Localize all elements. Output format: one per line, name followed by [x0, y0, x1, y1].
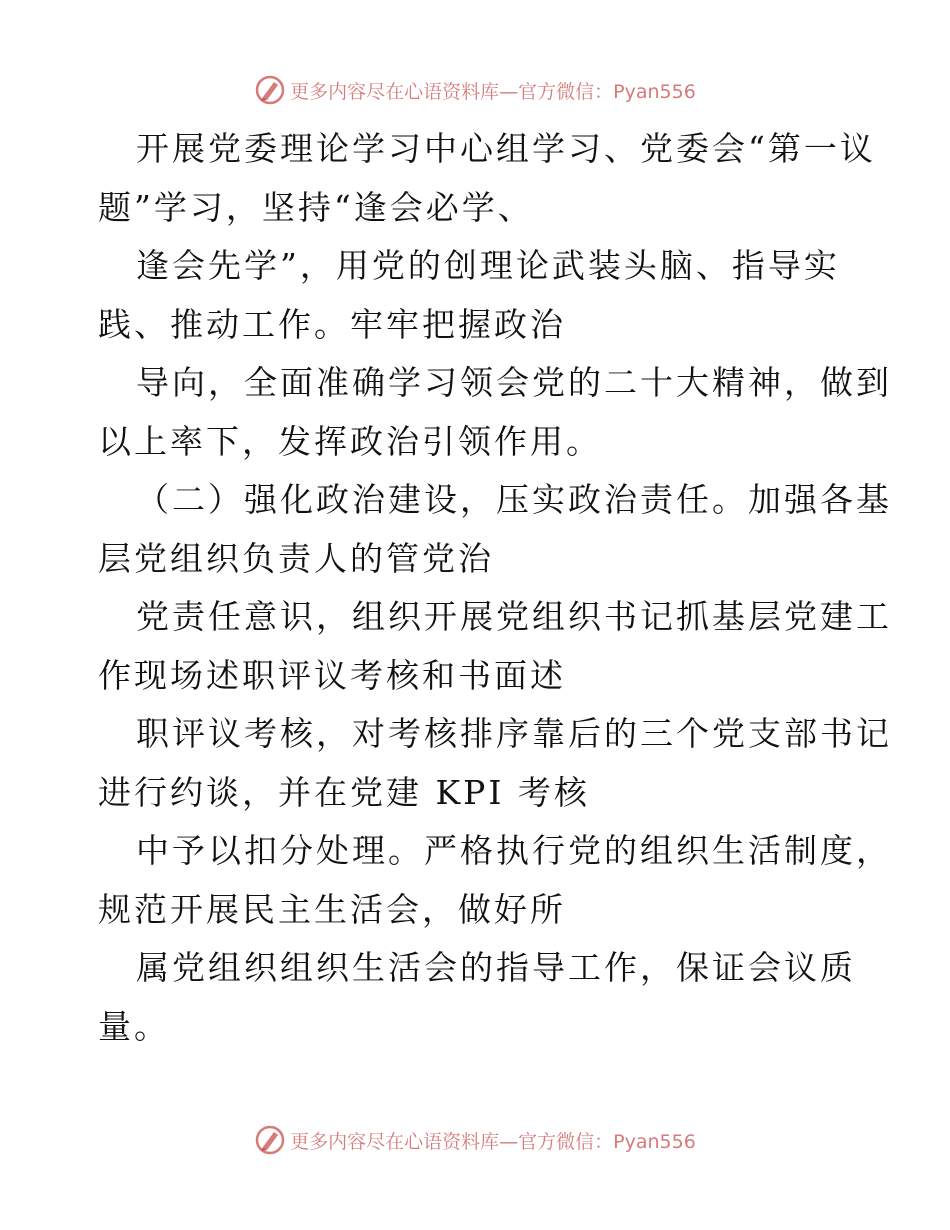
text-line: 中予以扣分处理。严格执行党的组织生活制度，	[136, 831, 892, 870]
pen-logo-icon	[254, 1124, 286, 1156]
document-body	[98, 120, 892, 1056]
text-line: 开展党委理论学习中心组学习、党委会“第一议	[136, 129, 876, 168]
watermark-text: 更多内容尽在心语资料库—官方微信：Pyan556	[290, 80, 696, 103]
text-line: （二）强化政治建设，压实政治责任。加强各基	[136, 480, 892, 519]
watermark-text: 更多内容尽在心语资料库—官方微信：Pyan556	[290, 1130, 696, 1153]
pen-logo-icon	[254, 74, 286, 106]
text-line: 规范开展民主生活会，做好所	[98, 889, 566, 929]
header-watermark	[0, 72, 950, 108]
text-line: 职评议考核，对考核排序靠后的三个党支部书记	[136, 714, 892, 753]
text-line: 党责任意识，组织开展党组织书记抓基层党建工	[136, 597, 892, 636]
text-line: 属党组织组织生活会的指导工作，保证会议质	[136, 948, 856, 987]
text-line: 量。	[98, 1006, 170, 1046]
text-line: 进行约谈，并在党建 KPI 考核	[98, 772, 590, 812]
text-line: 逢会先学”，用党的创理论武装头脑、指导实	[136, 246, 840, 285]
text-line: 题”学习，坚持“逢会必学、	[98, 187, 534, 227]
text-line: 作现场述职评议考核和书面述	[98, 655, 566, 695]
text-line: 层党组织负责人的管党治	[98, 538, 494, 578]
text-line: 践、推动工作。牢牢把握政治	[98, 304, 566, 344]
text-line: 以上率下，发挥政治引领作用。	[98, 421, 602, 461]
text-line: 导向，全面准确学习领会党的二十大精神，做到	[136, 363, 892, 402]
footer-watermark	[0, 1122, 950, 1158]
